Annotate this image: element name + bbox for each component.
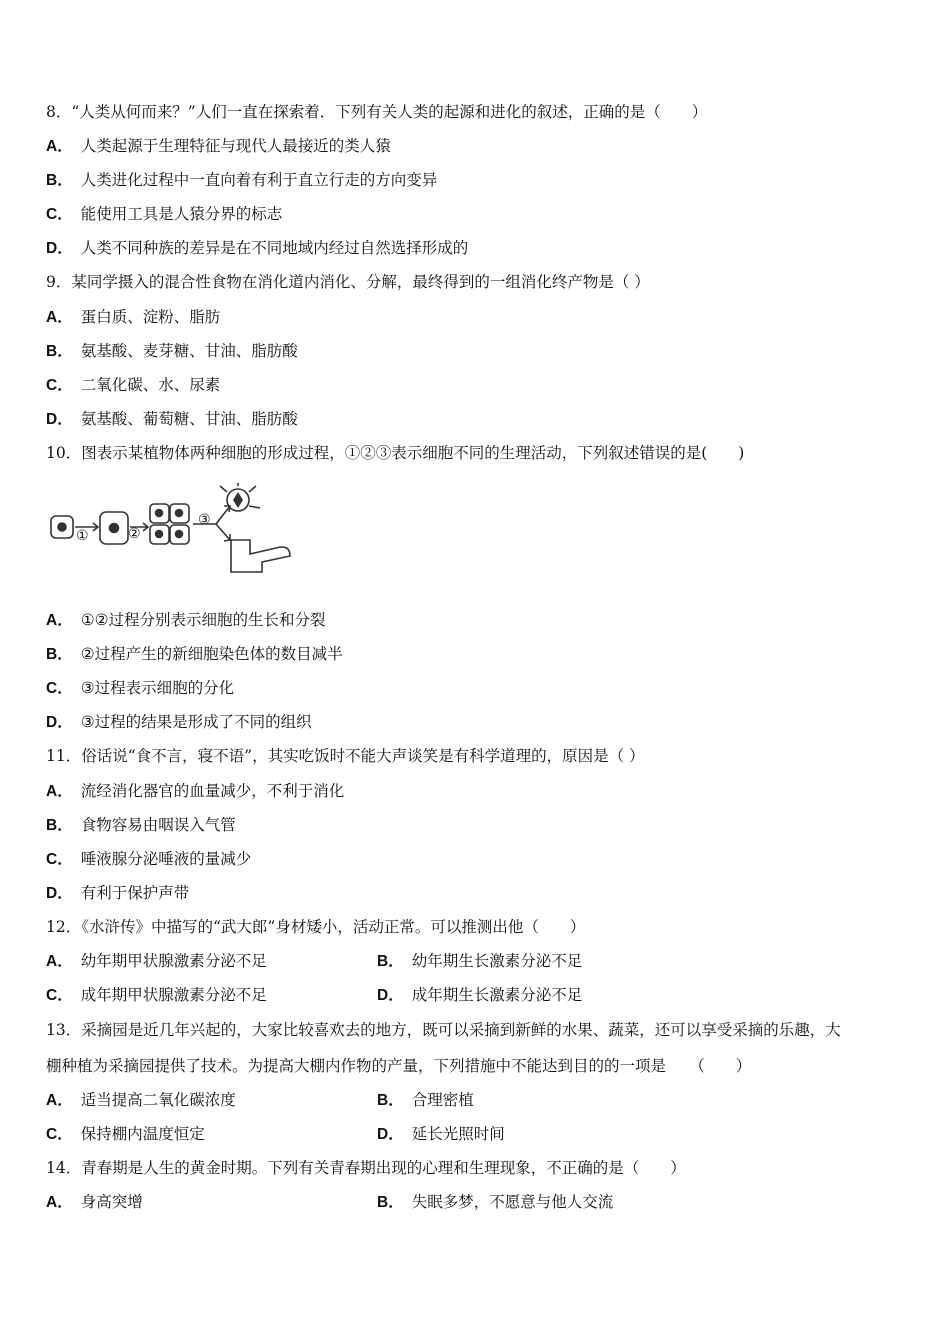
question-12-option-a: A． 幼年期甲状腺激素分泌不足 [46,952,267,970]
question-14-option-a: A． 身高突增 [46,1193,143,1211]
question-9-option-a: A． 蛋白质、淀粉、脂肪 [46,308,221,326]
question-11-option-c: C． 唾液腺分泌唾液的量减少 [46,850,252,868]
question-8-option-b: B． 人类进化过程中一直向着有利于直立行走的方向变异 [46,171,438,189]
question-13-option-c: C． 保持棚内温度恒定 [46,1125,205,1143]
question-12-option-d: D． 成年期生长激素分泌不足 [377,986,583,1004]
question-13-stem-continued: 棚种植为采摘园提供了技术。为提高大棚内作物的产量，下列措施中不能达到目的的一项是 （ ） [46,1057,752,1075]
question-10-stem: 10．图表示某植物体两种细胞的形成过程，①②③表示细胞不同的生理活动，下列叙述错误的是( ) [46,444,745,462]
question-11-stem: 11．俗话说“食不言，寝不语”，其实吃饭时不能大声谈笑是有科学道理的，原因是（ ） [46,747,645,765]
question-9-option-c: C． 二氧化碳、水、尿素 [46,376,221,394]
question-11-option-d: D． 有利于保护声带 [46,884,190,902]
question-12-option-b: B． 幼年期生长激素分泌不足 [377,952,583,970]
figure-label-1: ① [76,528,89,544]
question-13-stem: 13．采摘园是近几年兴起的，大家比较喜欢去的地方，既可以采摘到新鲜的水果、蔬菜，还可以享受采摘的乐趣，大 [46,1021,841,1039]
question-10-option-b: B． ②过程产生的新细胞染色体的数目减半 [46,645,343,663]
question-11-option-a: A． 流经消化器官的血量减少，不利于消化 [46,782,345,800]
question-8-option-d: D． 人类不同种族的差异是在不同地域内经过自然选择形成的 [46,239,469,257]
question-10-option-a: A． ①②过程分别表示细胞的生长和分裂 [46,611,326,629]
question-12-stem: 12．《水浒传》中描写的“武大郎”身材矮小，活动正常。可以推测出他（ ） [46,918,586,936]
question-8-option-c: C． 能使用工具是人猿分界的标志 [46,205,283,223]
question-13-option-b: B． 合理密植 [377,1091,474,1109]
question-9-stem: 9．某同学摄入的混合性食物在消化道内消化、分解，最终得到的一组消化终产物是（ ） [46,273,650,291]
question-8-option-a: A． 人类起源于生理特征与现代人最接近的类人猿 [46,137,391,155]
figure-label-2: ② [128,526,141,542]
question-13-option-a: A． 适当提高二氧化碳浓度 [46,1091,236,1109]
question-14-stem: 14．青春期是人生的黄金时期。下列有关青春期出现的心理和生理现象，不正确的是（ ） [46,1159,686,1177]
figure-label-3: ③ [198,512,211,528]
question-9-option-b: B． 氨基酸、麦芽糖、甘油、脂肪酸 [46,342,298,360]
question-13-option-d: D． 延长光照时间 [377,1125,505,1143]
question-8-stem: 8．“人类从何而来？”人们一直在探索着．下列有关人类的起源和进化的叙述，正确的是（ ） [46,103,708,121]
question-10-option-d: D． ③过程的结果是形成了不同的组织 [46,713,312,731]
question-9-option-d: D． 氨基酸、葡萄糖、甘油、脂肪酸 [46,410,298,428]
question-12-option-c: C． 成年期甲状腺激素分泌不足 [46,986,267,1004]
question-14-option-b: B． 失眠多梦，不愿意与他人交流 [377,1193,614,1211]
question-10-option-c: C． ③过程表示细胞的分化 [46,679,235,697]
question-11-option-b: B． 食物容易由咽误入气管 [46,816,236,834]
